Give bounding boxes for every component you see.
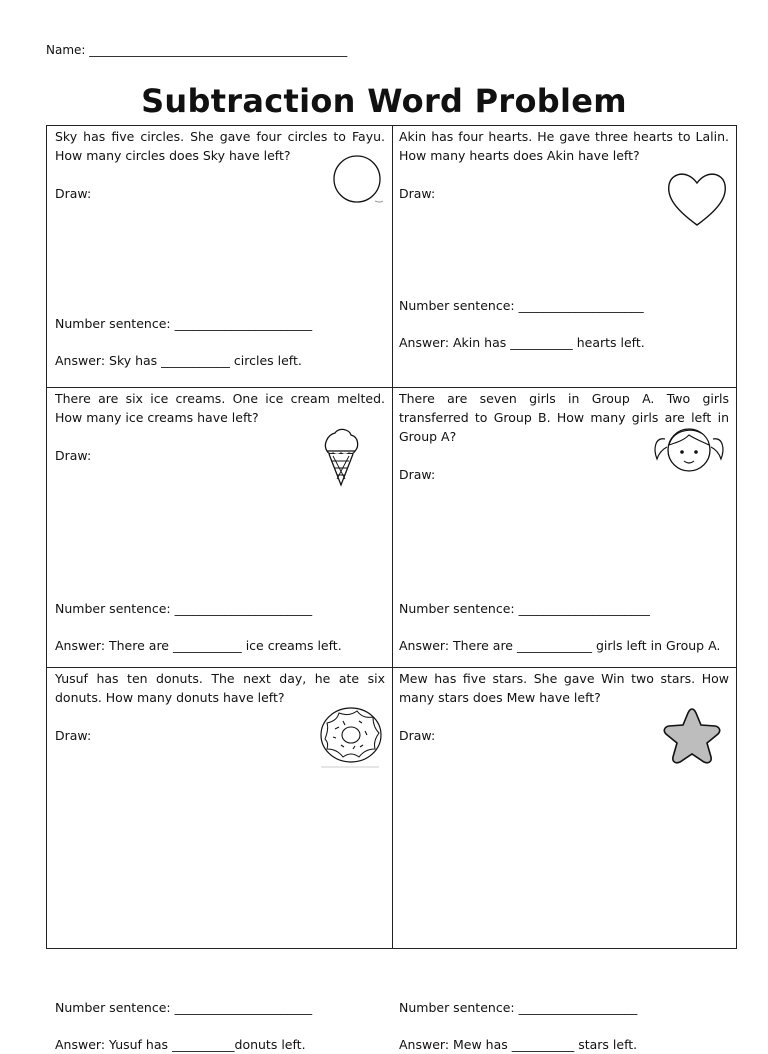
number-sentence-field[interactable]: Number sentence: ____________________ (399, 298, 644, 313)
answer-field[interactable]: Answer: There are ___________ ice creams left. (55, 638, 342, 653)
problem-card-hearts (399, 127, 729, 385)
draw-label: Draw: (399, 728, 436, 743)
grid-divider-row-2 (47, 667, 736, 668)
answer-field[interactable]: Answer: Sky has ___________ circles left. (55, 353, 302, 368)
number-sentence-field[interactable]: Number sentence: ______________________ (55, 601, 313, 616)
answer-field[interactable]: Answer: There are ____________ girls left in Group A. (399, 638, 721, 653)
grid-divider-vertical (392, 126, 393, 948)
problem-card-donuts (55, 669, 385, 1052)
girl-face-icon (651, 425, 727, 475)
problem-card-stars (399, 669, 729, 1052)
answer-field[interactable]: Answer: Akin has __________ hearts left. (399, 335, 645, 350)
circle-icon (331, 153, 389, 205)
answer-field[interactable]: Answer: Mew has __________ stars left. (399, 1037, 638, 1052)
problem-text: Yusuf has ten donuts. The next day, he ate six donuts. How many donuts have left? (55, 671, 385, 705)
ice-cream-icon (321, 427, 361, 487)
problem-card-ice-creams (55, 389, 385, 665)
name-field[interactable]: Name: ___________________________________________ (46, 43, 348, 57)
draw-label: Draw: (399, 186, 436, 201)
problem-card-girls (399, 389, 729, 665)
draw-label: Draw: (55, 448, 92, 463)
problem-text: There are six ice creams. One ice cream melted. How many ice creams have left? (55, 391, 385, 425)
draw-label: Draw: (55, 186, 92, 201)
star-icon (657, 705, 727, 769)
problem-text: Akin has four hearts. He gave three hearts to Lalin. How many hearts does Akin have left? (399, 129, 729, 163)
answer-field[interactable]: Answer: Yusuf has __________donuts left. (55, 1037, 306, 1052)
draw-label: Draw: (55, 728, 92, 743)
heart-icon (665, 169, 729, 229)
problem-grid (46, 125, 737, 1052)
donut-icon (317, 705, 387, 769)
grid-divider-row-1 (47, 387, 736, 388)
problem-text: Mew has five stars. She gave Win two stars. How many stars does Mew have left? (399, 671, 729, 705)
number-sentence-field[interactable]: Number sentence: ______________________ (55, 1000, 313, 1015)
draw-label: Draw: (399, 467, 436, 482)
problem-text: Sky has five circles. She gave four circles to Fayu. How many circles does Sky have left? (55, 129, 385, 163)
number-sentence-field[interactable]: Number sentence: ______________________ (55, 316, 313, 331)
problem-card-circles (55, 127, 385, 385)
page-title: Subtraction Word Problem (141, 82, 627, 120)
number-sentence-field[interactable]: Number sentence: ___________________ (399, 1000, 638, 1015)
number-sentence-field[interactable]: Number sentence: _____________________ (399, 601, 650, 616)
problem-text: There are seven girls in Group A. Two girls transferred to Group B. How many girls are left in Group A? (399, 391, 729, 444)
